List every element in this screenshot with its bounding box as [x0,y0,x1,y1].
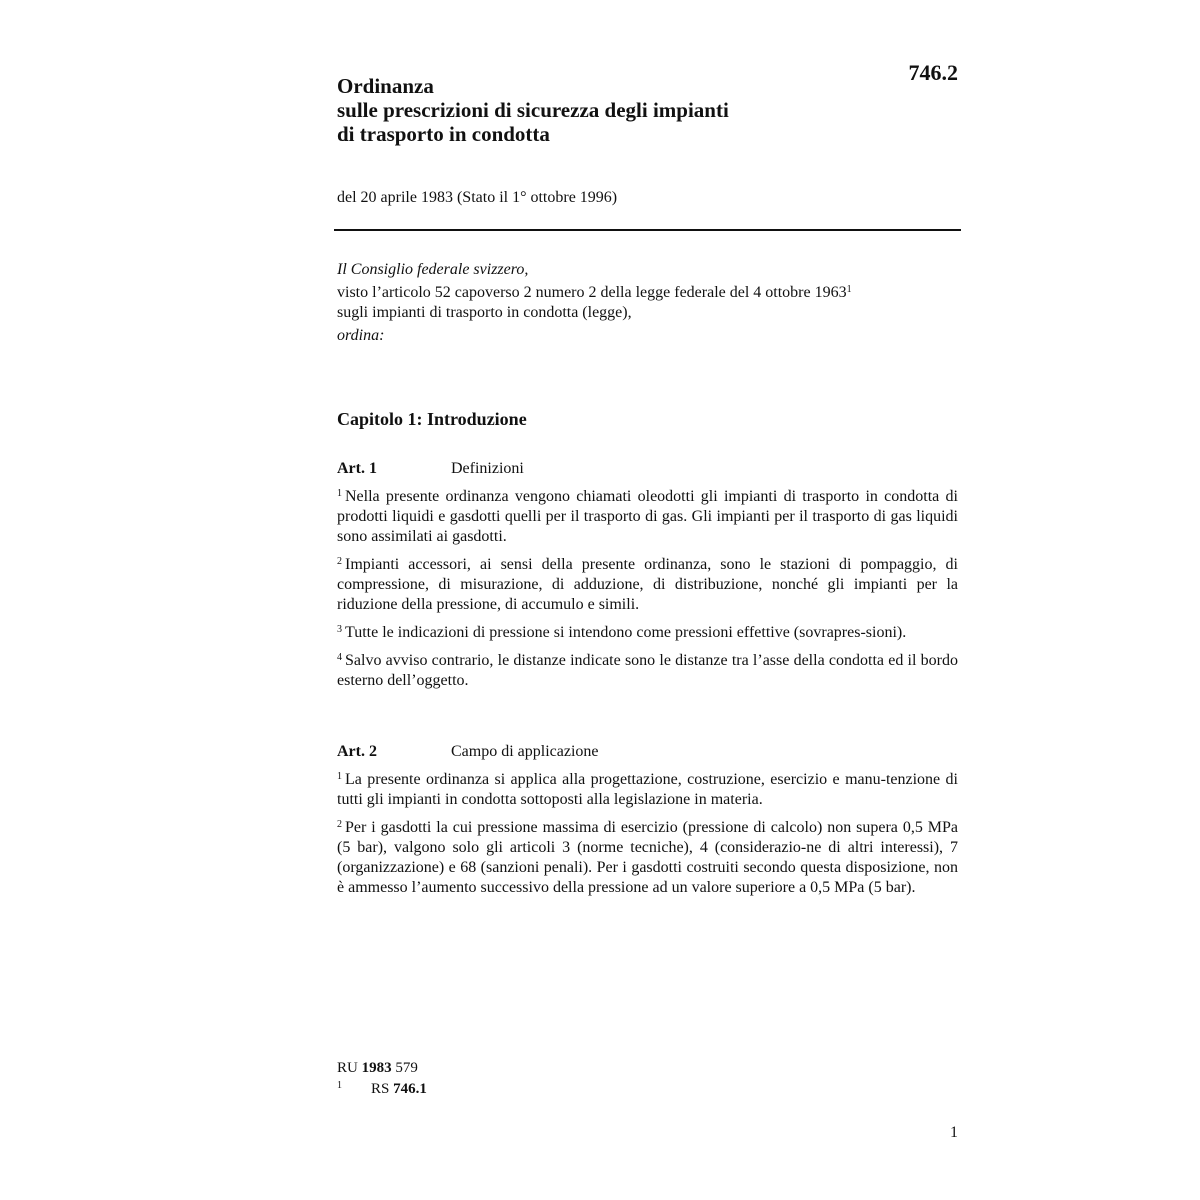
footnote-ref[interactable]: 746.1 [393,1081,427,1097]
title-line-3: di trasporto in condotta [337,122,550,146]
preamble-basis [337,283,958,303]
paragraph-number: 2 [337,819,342,830]
paragraph-number: 3 [337,624,342,635]
footnotes [337,1058,427,1100]
footnote-prefix: RS [371,1081,390,1097]
paragraph-number: 2 [337,556,342,567]
article-number: Art. 2 [337,743,377,760]
preamble-basis-line-2: sugli impianti di trasporto in condotta (legge), [337,304,632,321]
article-paragraph [337,487,958,547]
paragraph-number: 1 [337,488,342,499]
footnote-1: 1 RS 746.1 [337,1080,427,1097]
title-line-1: Ordinanza [337,74,434,98]
article-heading [337,459,958,479]
ru-reference [337,1058,427,1079]
paragraph-number: 1 [337,771,342,782]
ru-prefix: RU [337,1060,358,1076]
article-number: Art. 1 [337,460,377,477]
paragraph-number: 4 [337,652,342,663]
article-paragraph [337,818,958,898]
header-divider [334,229,961,231]
article-heading [337,742,958,762]
footnote-reference[interactable]: 1 [846,284,852,295]
ru-year: 1983 [361,1060,392,1076]
article-paragraph [337,770,958,810]
paragraph-text: Per i gasdotti la cui pressione massima di esercizio (pressione di calcolo) non supera 0,5 MPa (5 bar), valgono solo gli articoli 3 (norme tecniche), 4 (considerazio-ne di altri interessi), 7 (organizzazione) e 68 (sanzioni penali). Per i gasdotti costruiti secondo questa disposizione, non è ammesso l’aumento successivo della pressione ad un valore superiore a 0,5 MPa (5 bar). [337,819,958,896]
preamble-decree: ordina: [337,327,385,344]
article-2 [337,742,958,906]
paragraph-text: Nella presente ordinanza vengono chiamati oleodotti gli impianti di trasporto in condotta di prodotti liquidi e gasdotti quelli per il trasporto di gas. Gli impianti per il trasporto di gas liquidi sono assimilati ai gasdotti. [337,488,958,545]
preamble-issuer: Il Consiglio federale svizzero, [337,261,529,278]
document-date: del 20 aprile 1983 (Stato il 1° ottobre 1996) [337,189,618,206]
ru-page: 579 [395,1060,418,1076]
paragraph-text: Salvo avviso contrario, le distanze indicate sono le distanze tra l’asse della condotta ed il bordo esterno dell’oggetto. [337,652,958,689]
paragraph-text: Impianti accessori, ai sensi della presente ordinanza, sono le stazioni di pompaggio, di compressione, di misurazione, di adduzione, di distribuzione, nonché gli impianti per la riduzione della pressione, di accumulo e simili. [337,556,958,613]
preamble [337,260,958,346]
document-title [337,74,897,146]
chapter-heading: Capitolo 1: Introduzione [337,409,527,429]
article-paragraph [337,651,958,691]
title-line-2: sulle prescrizioni di sicurezza degli impianti [337,98,729,122]
paragraph-text: La presente ordinanza si applica alla progettazione, costruzione, esercizio e manu-tenzione di tutti gli impianti in condotta sottoposti alla legislazione in materia. [337,771,958,808]
article-title: Campo di applicazione [451,743,599,760]
article-title: Definizioni [451,460,524,477]
page-number: 1 [950,1124,958,1141]
paragraph-text: Tutte le indicazioni di pressione si intendono come pressioni effettive (sovrapres-sioni). [345,624,907,641]
article-paragraph [337,555,958,615]
sr-number: 746.2 [908,60,958,85]
preamble-basis-line-1: visto l’articolo 52 capoverso 2 numero 2 della legge federale del 4 ottobre 1963 [337,284,847,301]
article-paragraph [337,623,958,643]
article-1 [337,459,958,699]
